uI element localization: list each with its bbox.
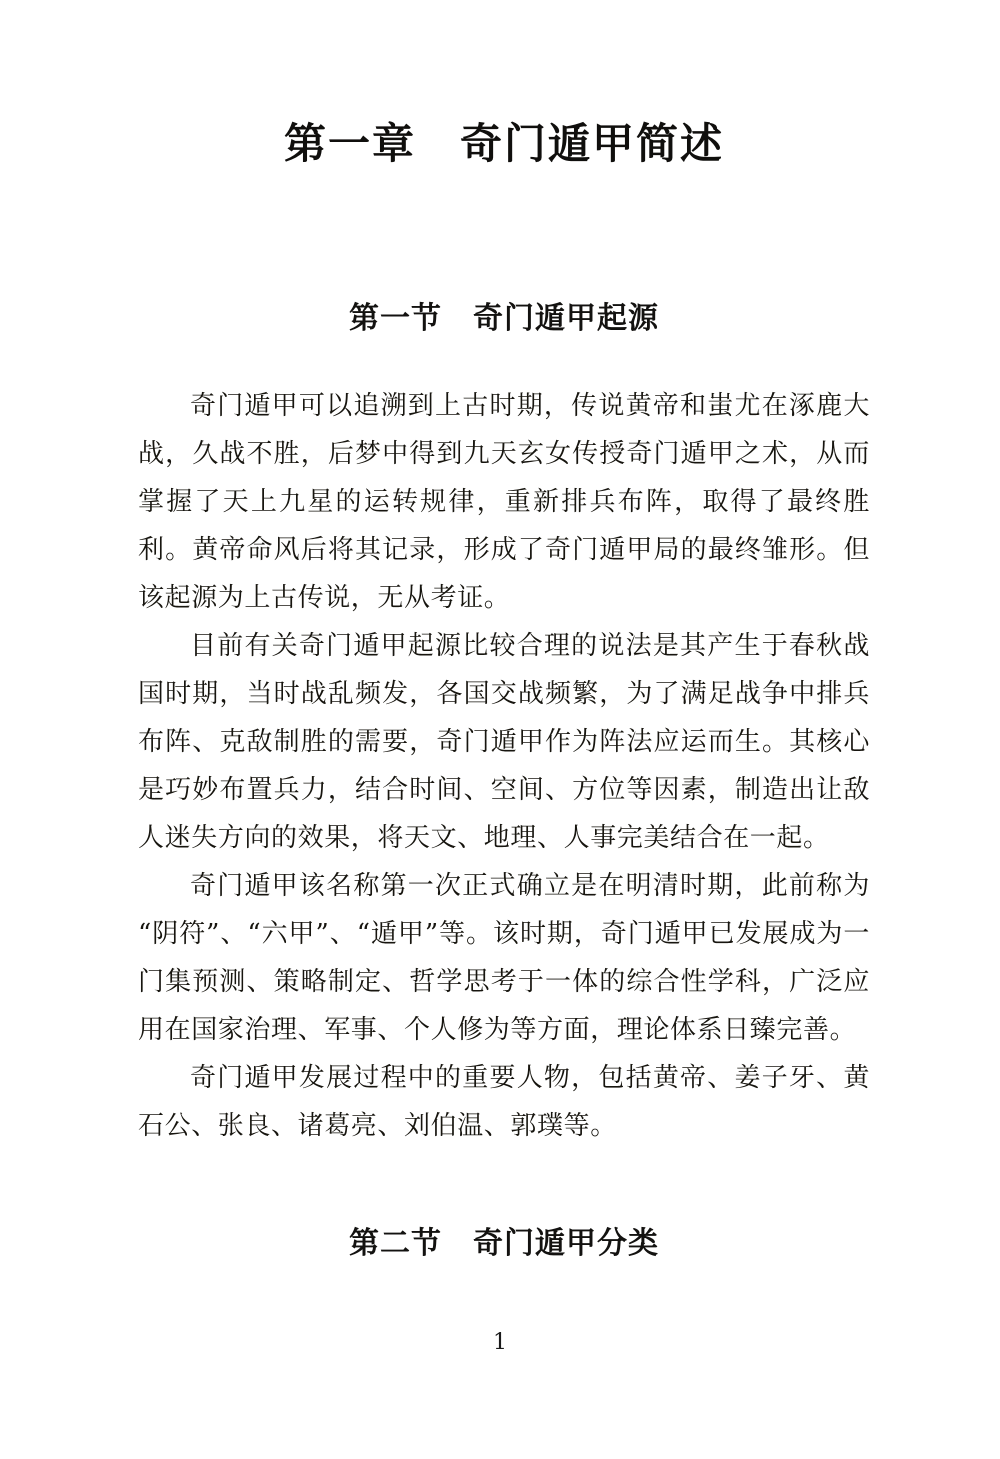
section-heading-one: 第一节 奇门遁甲起源 bbox=[349, 300, 659, 336]
section-heading-two: 第二节 奇门遁甲分类 bbox=[349, 1225, 659, 1261]
page-number: 1 bbox=[493, 1330, 507, 1355]
paragraph: 目前有关奇门遁甲起源比较合理的说法是其产生于春秋战国时期，当时战乱频发，各国交战频繁，为了满足战争中排兵布阵、克敌制胜的需要，奇门遁甲作为阵法应运而生。其核心是巧妙布置兵力，结合时间、空间、方位等因素，制造出让敌人迷失方向的效果，将天文、地理、人事完美结合在一起。 bbox=[138, 630, 870, 853]
page-content-column bbox=[138, 0, 870, 1263]
chapter-title: 第一章 奇门遁甲简述 bbox=[283, 119, 724, 168]
paragraph: 奇门遁甲该名称第一次正式确立是在明清时期，此前称为“阴符”、“六甲”、“遁甲”等。该时期，奇门遁甲已发展成为一门集预测、策略制定、哲学思考于一体的综合性学科，广泛应用在国家治理、军事、个人修为等方面，理论体系日臻完善。 bbox=[138, 870, 870, 1045]
section-one-body bbox=[138, 338, 870, 1150]
paragraph: 奇门遁甲发展过程中的重要人物，包括黄帝、姜子牙、黄石公、张良、诸葛亮、刘伯温、郭璞等。 bbox=[138, 1062, 870, 1141]
paragraph: 奇门遁甲可以追溯到上古时期，传说黄帝和蚩尤在涿鹿大战，久战不胜，后梦中得到九天玄女传授奇门遁甲之术，从而掌握了天上九星的运转规律，重新排兵布阵，取得了最终胜利。黄帝命风后将其记录，形成了奇门遁甲局的最终雏形。但该起源为上古传说，无从考证。 bbox=[138, 390, 870, 613]
